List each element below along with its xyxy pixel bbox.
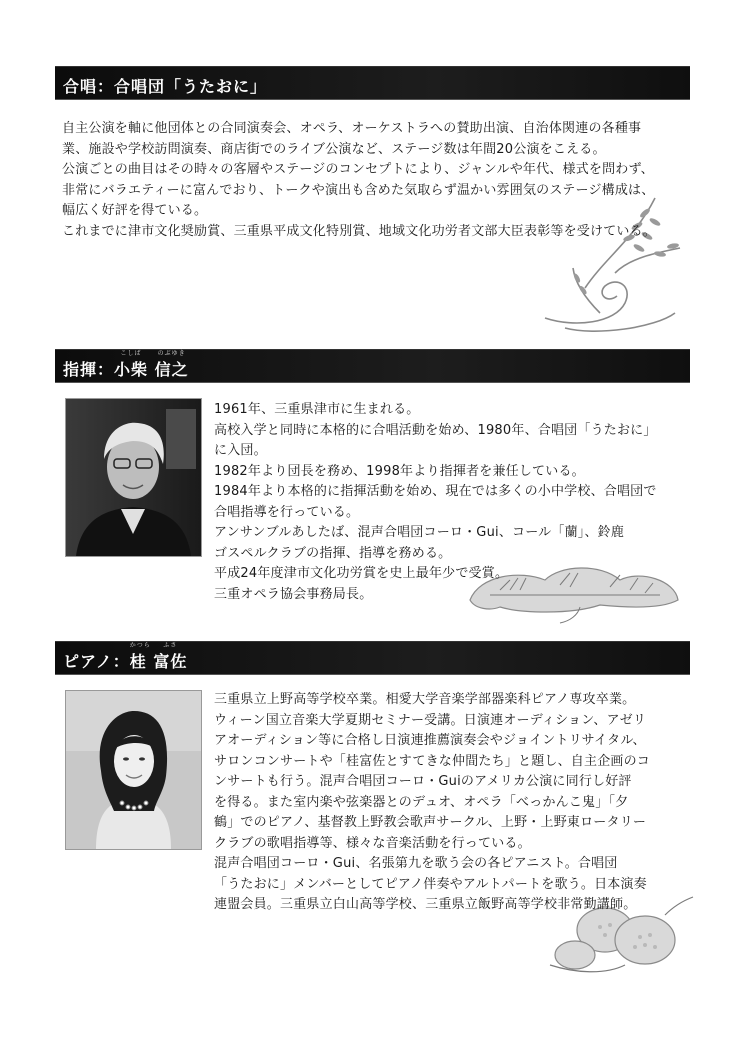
conductor-line: 1961年、三重県津市に生まれる。 bbox=[214, 402, 420, 417]
choir-description bbox=[62, 119, 656, 242]
conductor-line: 平成24年度津市文化功労賞を史上最年少で受賞。 bbox=[214, 566, 509, 581]
conductor-line: に入団。 bbox=[214, 443, 267, 458]
conductor-line: 三重オペラ協会事務局長。 bbox=[214, 586, 373, 602]
choir-line: 自主公演を軸に他団体との合同演奏会、オペラ、オーケストラへの賛助出演、自治体関連の各種事 bbox=[62, 121, 642, 136]
choir-line: 業、施設や学校訪問演奏、商店街でのライブ公演など、ステージ数は年間20公演をこえる。 bbox=[62, 141, 606, 157]
pianist-line: クラブの歌唱指導等、様々な音楽活動を行っている。 bbox=[214, 835, 531, 851]
section-title-conductor: 指揮： こしば 小柴 のぶゆき 信之 bbox=[63, 350, 189, 379]
conductor-photo bbox=[65, 398, 202, 557]
pianist-line: ンサートも行う。混声合唱団コーロ・Guiのアメリカ公演に同行し好評 bbox=[214, 774, 632, 789]
section-header-piano bbox=[55, 642, 690, 674]
conductor-line: ゴスペルクラブの指揮、指導を務める。 bbox=[214, 545, 452, 561]
choir-line: 非常にバラエティーに富んでおり、トークや演出も含めた気取らず温かい雰囲気のステージ構成は、 bbox=[62, 182, 655, 198]
conductor-line: 合唱指導を行っている。 bbox=[214, 504, 360, 520]
section-title-choir: 合唱：合唱団「うたおに」 bbox=[63, 77, 268, 96]
pianist-line: を得る。また室内楽や弦楽器とのデュオ、オペラ「べっかんこ鬼」「夕 bbox=[214, 794, 629, 810]
pianist-photo bbox=[65, 690, 202, 850]
pianist-line: アオーディション等に合格し日演連推薦演奏会やジョイントリサイタル、 bbox=[214, 733, 646, 748]
choir-line: 公演ごとの曲目はその時々の客層やステージのコンセプトにより、ジャンルや年代、様式を問わず、 bbox=[62, 162, 654, 177]
conductor-line: アンサンブルあしたば、混声合唱団コーロ・Gui、コール「蘭」、鈴鹿 bbox=[214, 525, 625, 540]
pianist-line: 三重県立上野高等学校卒業。相愛大学音楽学部器楽科ピアノ専攻卒業。 bbox=[214, 692, 636, 707]
pianist-line: ウィーン国立音楽大学夏期セミナー受講。日演連オーディション、アゼリ bbox=[214, 712, 647, 728]
choir-line: 幅広く好評を得ている。 bbox=[62, 203, 208, 218]
section-title-piano: ピアノ： かつら 桂 ふさ 富佐 bbox=[63, 642, 188, 671]
conductor-biography bbox=[214, 400, 657, 605]
choir-line: これまでに津市文化奨励賞、三重県平成文化特別賞、地域文化功労者文部大臣表彰等を受けている。 bbox=[62, 223, 657, 239]
pianist-line: 「うたおに」メンバーとしてピアノ伴奏やアルトパートを歌う。日本演奏 bbox=[214, 876, 647, 892]
pianist-line: 連盟会員。三重県立白山高等学校、三重県立飯野高等学校非常勤講師。 bbox=[214, 897, 637, 912]
pianist-line: 鶴」でのピアノ、基督教上野教会歌声サークル、上野・上野東ロータリー bbox=[214, 815, 647, 830]
conductor-line: 高校入学と同時に本格的に合唱活動を始め、1980年、合唱団「うたおに」 bbox=[214, 422, 657, 438]
section-header-choir bbox=[55, 67, 690, 99]
pianist-biography bbox=[214, 690, 650, 916]
conductor-line: 1982年より団長を務め、1998年より指揮者を兼任している。 bbox=[214, 463, 585, 479]
conductor-line: 1984年より本格的に指揮活動を始め、現在では多くの小中学校、合唱団で bbox=[214, 484, 657, 499]
pianist-line: サロンコンサートや「桂富佐とすてきな仲間たち」と題し、自主企画のコ bbox=[214, 753, 650, 769]
section-header-conductor bbox=[55, 350, 690, 382]
pianist-line: 混声合唱団コーロ・Gui、名張第九を歌う会の各ピアニスト。合唱団 bbox=[214, 856, 618, 871]
